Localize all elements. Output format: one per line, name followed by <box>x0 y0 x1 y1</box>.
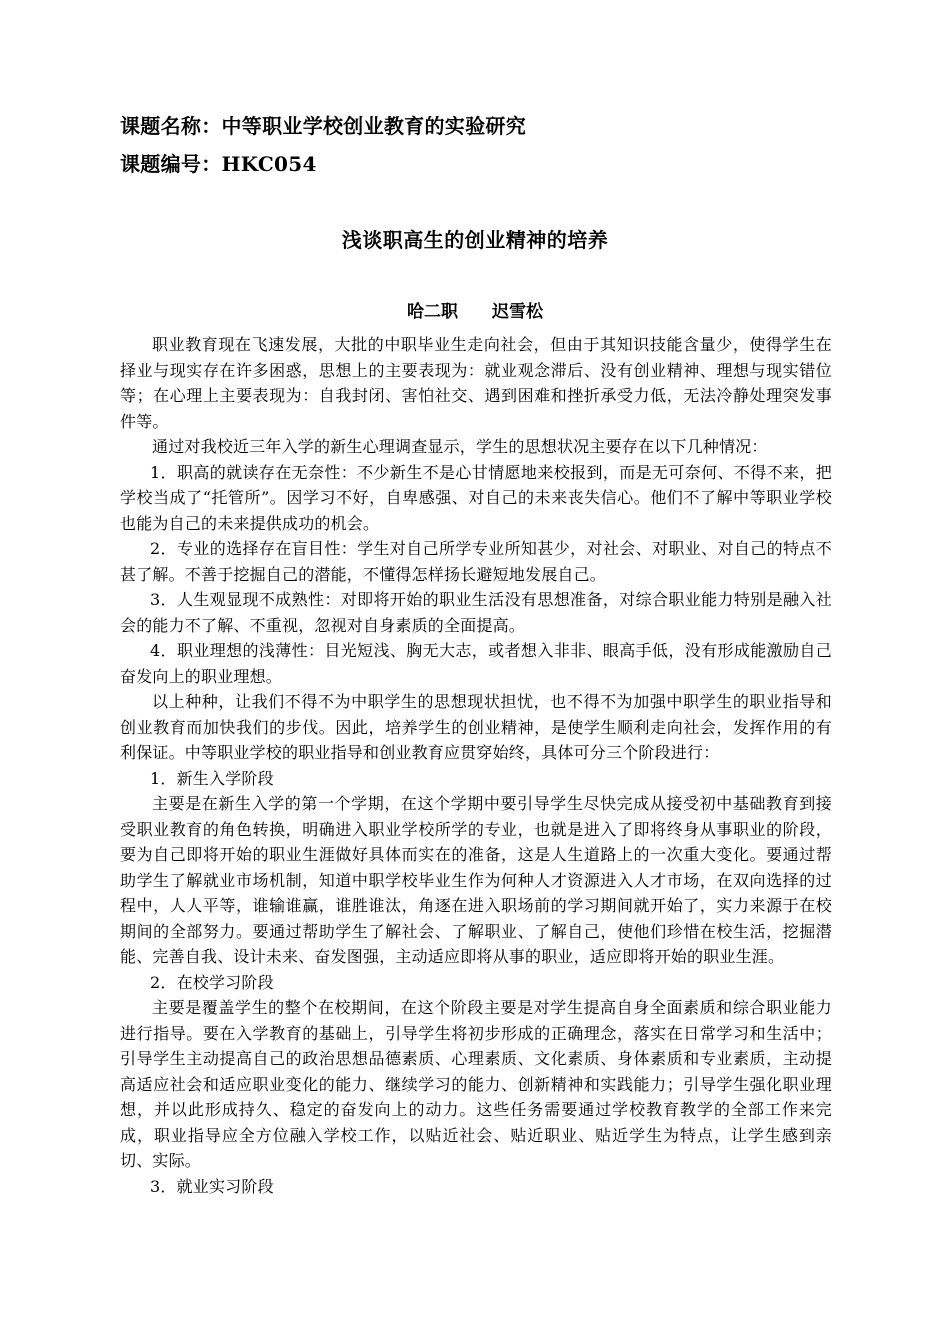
author-line <box>0 297 950 322</box>
topic-code: 课题编号：HKC054 <box>120 152 317 176</box>
topic-name: 课题名称：中等职业学校创业教育的实验研究 <box>120 114 526 138</box>
author-name: 迟雪松 <box>492 302 543 322</box>
article-body <box>120 332 832 1199</box>
paragraph-survey: 通过对我校近三年入学的新生心理调查显示，学生的思想状况主要存在以下几种情况： <box>152 437 768 456</box>
paragraph-item-4: 4．职业理想的浅薄性：目光短浅、胸无大志，或者想入非非、眼高手低，没有形成能激励自己奋发向上的职业理想。 <box>120 641 832 686</box>
stage-heading-3: 3．就业实习阶段 <box>150 1176 274 1196</box>
paragraph-stage-2: 主要是覆盖学生的整个在校期间，在这个阶段主要是对学生提高自身全面素质和综合职业能力进行指导。要在入学教育的基础上，引导学生将初步形成的正确理念，落实在日常学习和生活中；引导学生主动提高自己的政治思想品德素质、心理素质、文化素质、身体素质和专业素质，主动提高适应社会和适应职业变化的能力、继续学习的能力、创新精神和实践能力；引导学生强化职业理想，并以此形成持久、稳定的奋发向上的动力。这些任务需要通过学校教育教学的全部工作来完成，职业指导应全方位融入学校工作，以贴近社会、贴近职业、贴近学生为特点，让学生感到亲切、实际。 <box>120 998 832 1170</box>
paragraph-item-3: 3．人生观显现不成熟性：对即将开始的职业生活没有思想准备，对综合职业能力特别是融入社会的能力不了解、不重视，忽视对自身素质的全面提高。 <box>120 590 832 635</box>
article-title: 浅谈职高生的创业精神的培养 <box>341 228 609 252</box>
school-name: 哈二职 <box>407 302 458 322</box>
paragraph-item-1: 1．职高的就读存在无奈性：不少新生不是心甘情愿地来校报到，而是无可奈何、不得不来，把学校当成了“托管所”。因学习不好，自卑感强、对自己的未来丧失信心。他们不了解中等职业学校也能为自己的未来提供成功的机会。 <box>120 462 832 533</box>
stage-heading-2: 2．在校学习阶段 <box>150 972 274 992</box>
paragraph-stage-1: 主要是在新生入学的第一个学期，在这个学期中要引导学生尽快完成从接受初中基础教育到接受职业教育的角色转换，明确进入职业学校所学的专业，也就是进入了即将终身从事职业的阶段，要为自己即将开始的职业生涯做好具体而实在的准备，这是人生道路上的一次重大变化。要通过帮助学生了解就业市场机制，知道中职学校毕业生作为何种人才资源进入人才市场，在双向选择的过程中，人人平等，谁输谁赢，谁胜谁汰，角逐在进入职场前的学习期间就开始了，实力来源于在校期间的全部努力。要通过帮助学生了解社会、了解职业、了解自己，使他们珍惜在校生活，挖掘潜能、完善自我、设计未来、奋发图强，主动适应即将从事的职业，适应即将开始的职业生涯。 <box>120 794 832 966</box>
paragraph-intro: 职业教育现在飞速发展，大批的中职毕业生走向社会，但由于其知识技能含量少，使得学生在择业与现实存在许多困惑，思想上的主要表现为：就业观念滞后、没有创业精神、理想与现实错位等；在心理上主要表现为：自我封闭、害怕社交、遇到困难和挫折承受力低，无法冷静处理突发事件等。 <box>120 335 832 431</box>
paragraph-summary: 以上种种，让我们不得不为中职学生的思想现状担忧，也不得不为加强中职学生的职业指导和创业教育而加快我们的步伐。因此，培养学生的创业精神，是使学生顺利走向社会，发挥作用的有利保证。中等职业学校的职业指导和创业教育应贯穿始终，具体可分三个阶段进行： <box>120 692 832 762</box>
stage-heading-1: 1．新生入学阶段 <box>150 768 274 788</box>
paragraph-item-2: 2．专业的选择存在盲目性：学生对自己所学专业所知甚少，对社会、对职业、对自己的特点不甚了解。不善于挖掘自己的潜能，不懂得怎样扬长避短地发展自己。 <box>120 539 832 584</box>
